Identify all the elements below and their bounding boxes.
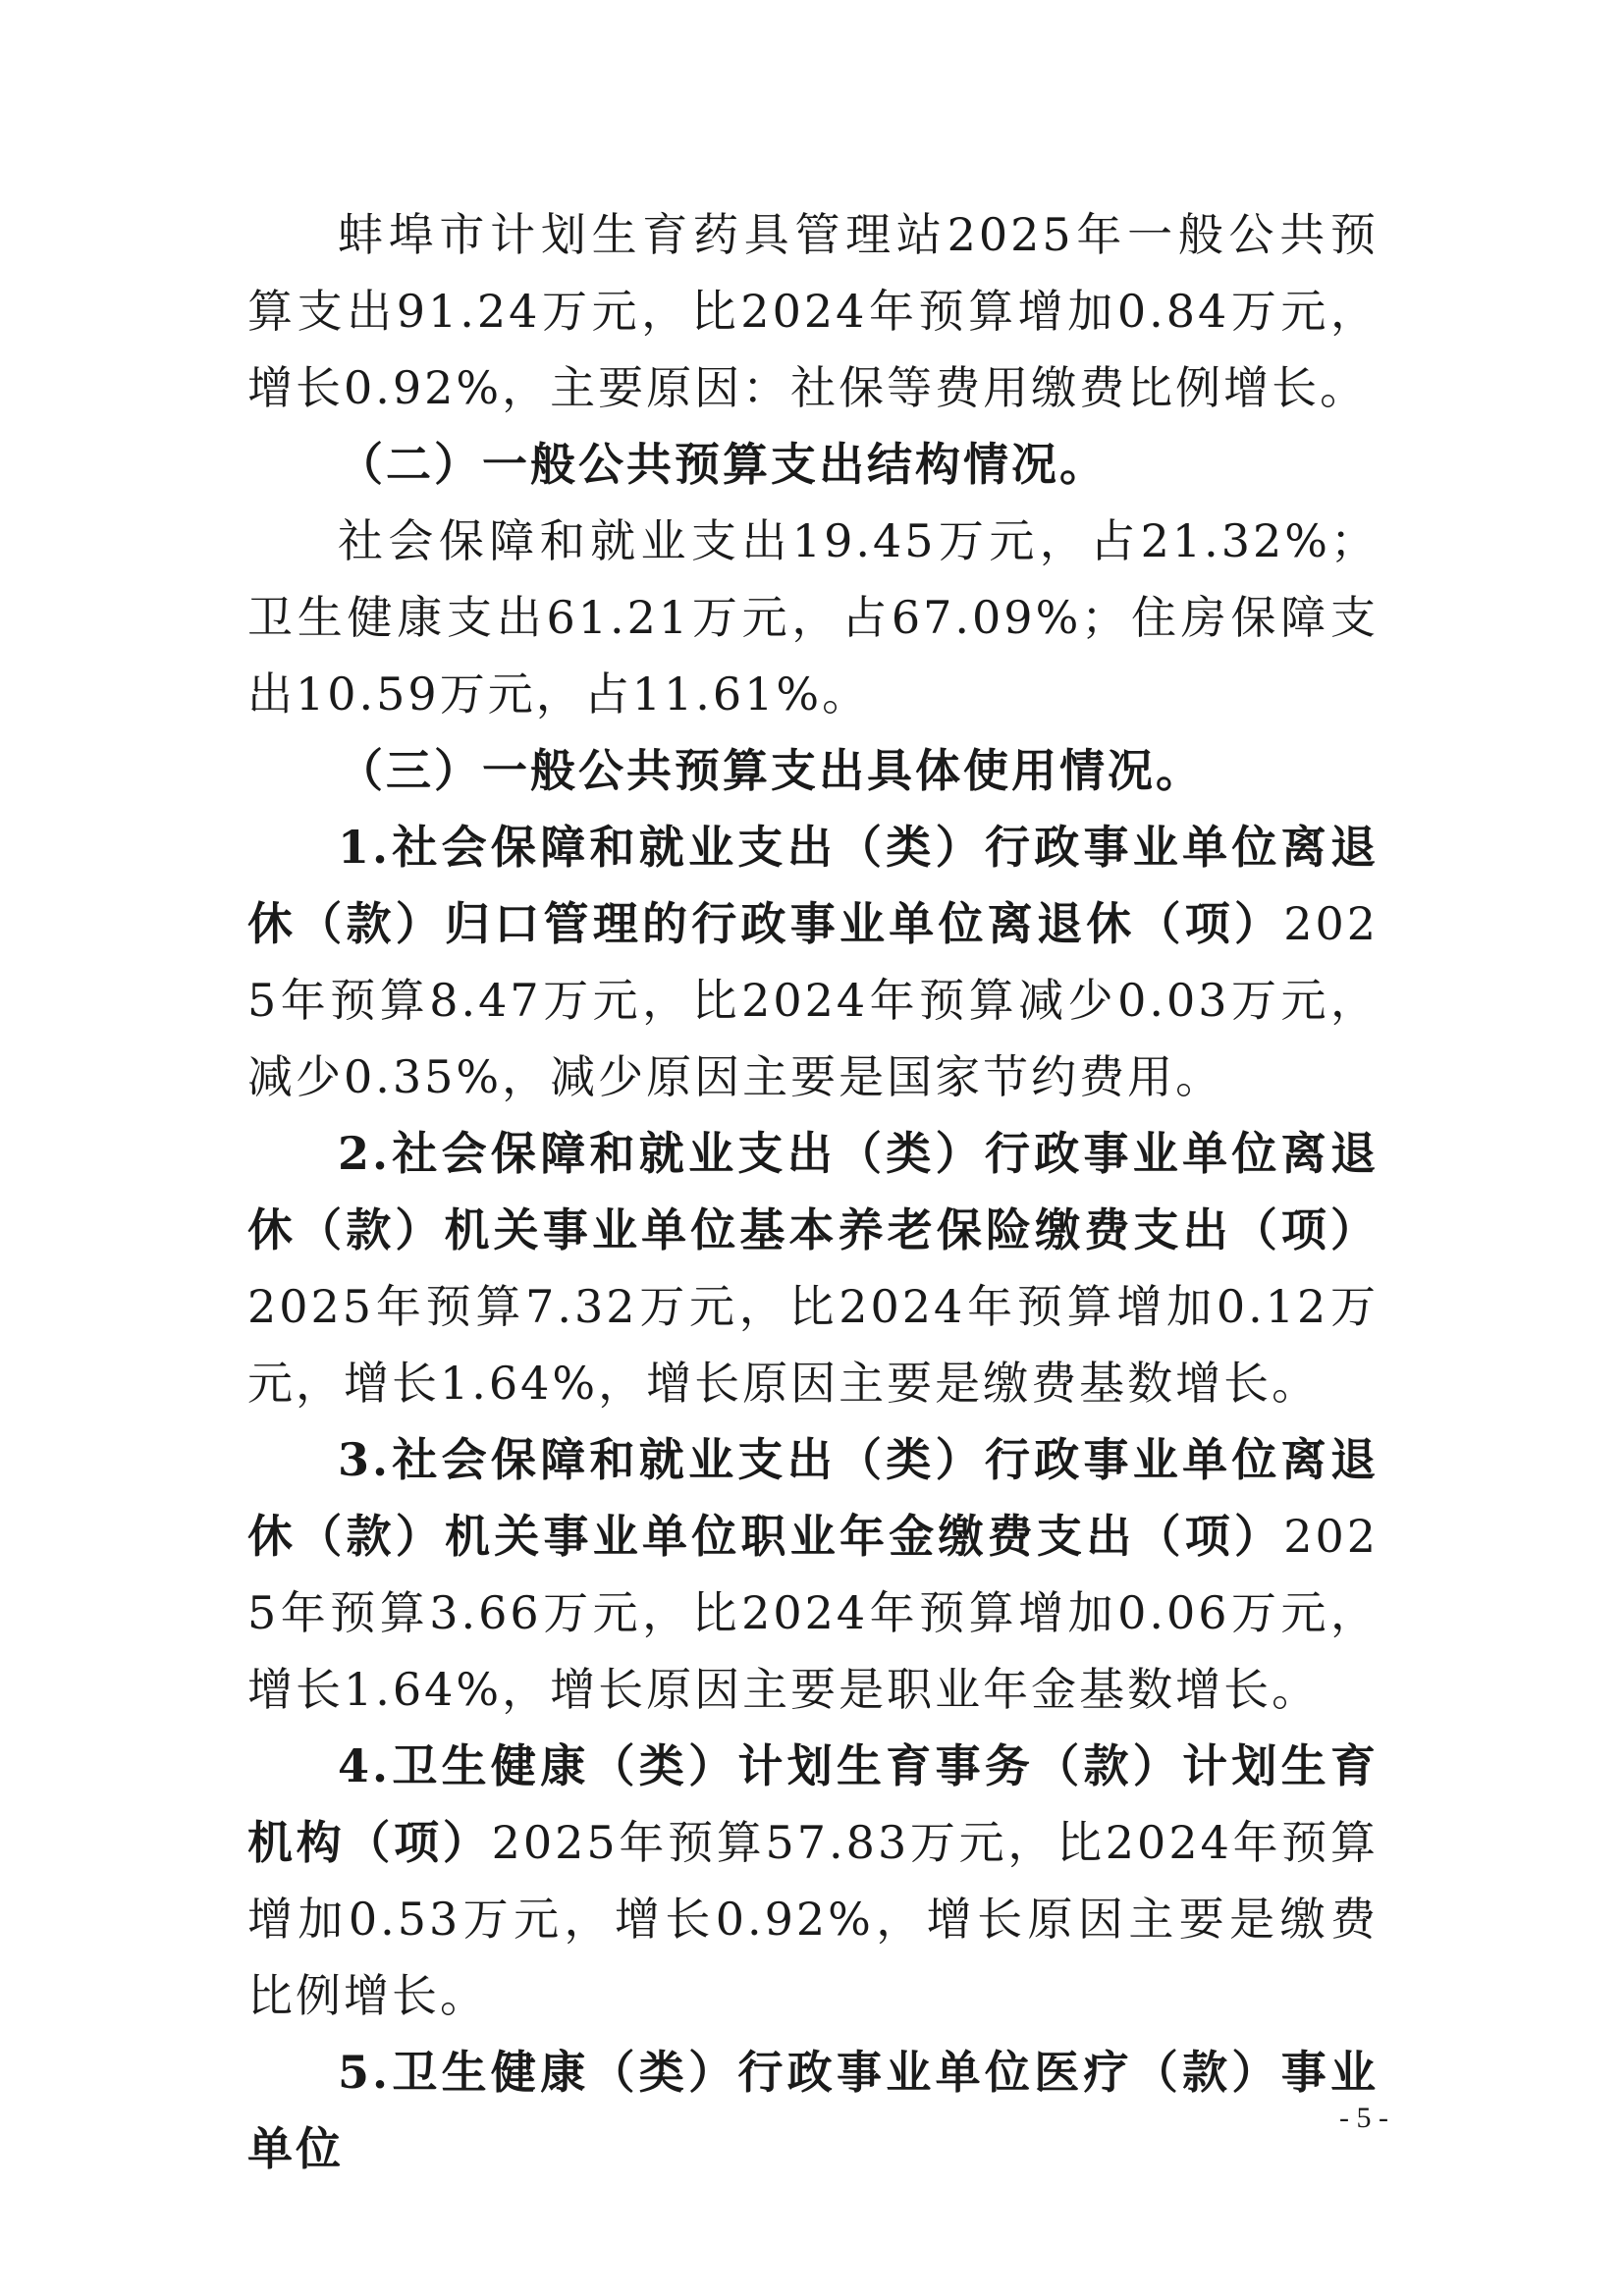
- item-2-title: 2.社会保障和就业支出（类）行政事业单位离退休（款）机关事业单位基本养老保险缴费支出（项）: [247, 1127, 1379, 1256]
- paragraph-expenditure-structure: 社会保障和就业支出19.45万元，占21.32%；卫生健康支出61.21万元，占67.09%；住房保障支出10.59万元，占11.61%。: [247, 514, 1379, 721]
- item-5-medical-public-institution: [247, 2034, 1379, 2187]
- item-3-occupational-annuity: [247, 1421, 1379, 1728]
- page-number: - 5 -: [1339, 2102, 1388, 2134]
- item-1-body: 2025年预算8.47万元，比2024年预算减少0.03万元，减少0.35%，减少原因主要是国家节约费用。: [247, 897, 1379, 1103]
- item-2-basic-pension: [247, 1115, 1379, 1421]
- item-4-title: 4.卫生健康（类）计划生育事务（款）计划生育机构（项）: [247, 1739, 1379, 1869]
- document-page: [247, 196, 1379, 2187]
- item-5-title: 5.卫生健康（类）行政事业单位医疗（款）事业单位: [247, 2046, 1379, 2175]
- item-3-title: 3.社会保障和就业支出（类）行政事业单位离退休（款）机关事业单位职业年金缴费支出（项）: [247, 1433, 1379, 1563]
- item-4-family-planning-institution: [247, 1728, 1379, 2034]
- item-1-title: 1.社会保障和就业支出（类）行政事业单位离退休（款）归口管理的行政事业单位离退休（项）: [247, 821, 1379, 950]
- heading-expenditure-structure: （二）一般公共预算支出结构情况。: [338, 438, 1108, 491]
- item-1-retirement-management: [247, 809, 1379, 1115]
- item-4-body: 2025年预算57.83万元，比2024年预算增加0.53万元，增长0.92%，增长原因主要是缴费比例增长。: [247, 1816, 1380, 2022]
- heading-expenditure-usage: （三）一般公共预算支出具体使用情况。: [338, 744, 1204, 797]
- paragraph-budget-summary: 蚌埠市计划生育药具管理站2025年一般公共预算支出91.24万元，比2024年预算增加0.84万元，增长0.92%，主要原因：社保等费用缴费比例增长。: [247, 208, 1379, 414]
- item-2-body: 2025年预算7.32万元，比2024年预算增加0.12万元，增长1.64%，增长原因主要是缴费基数增长。: [247, 1280, 1379, 1410]
- item-3-body: 2025年预算3.66万元，比2024年预算增加0.06万元，增长1.64%，增长原因主要是职业年金基数增长。: [247, 1510, 1379, 1716]
